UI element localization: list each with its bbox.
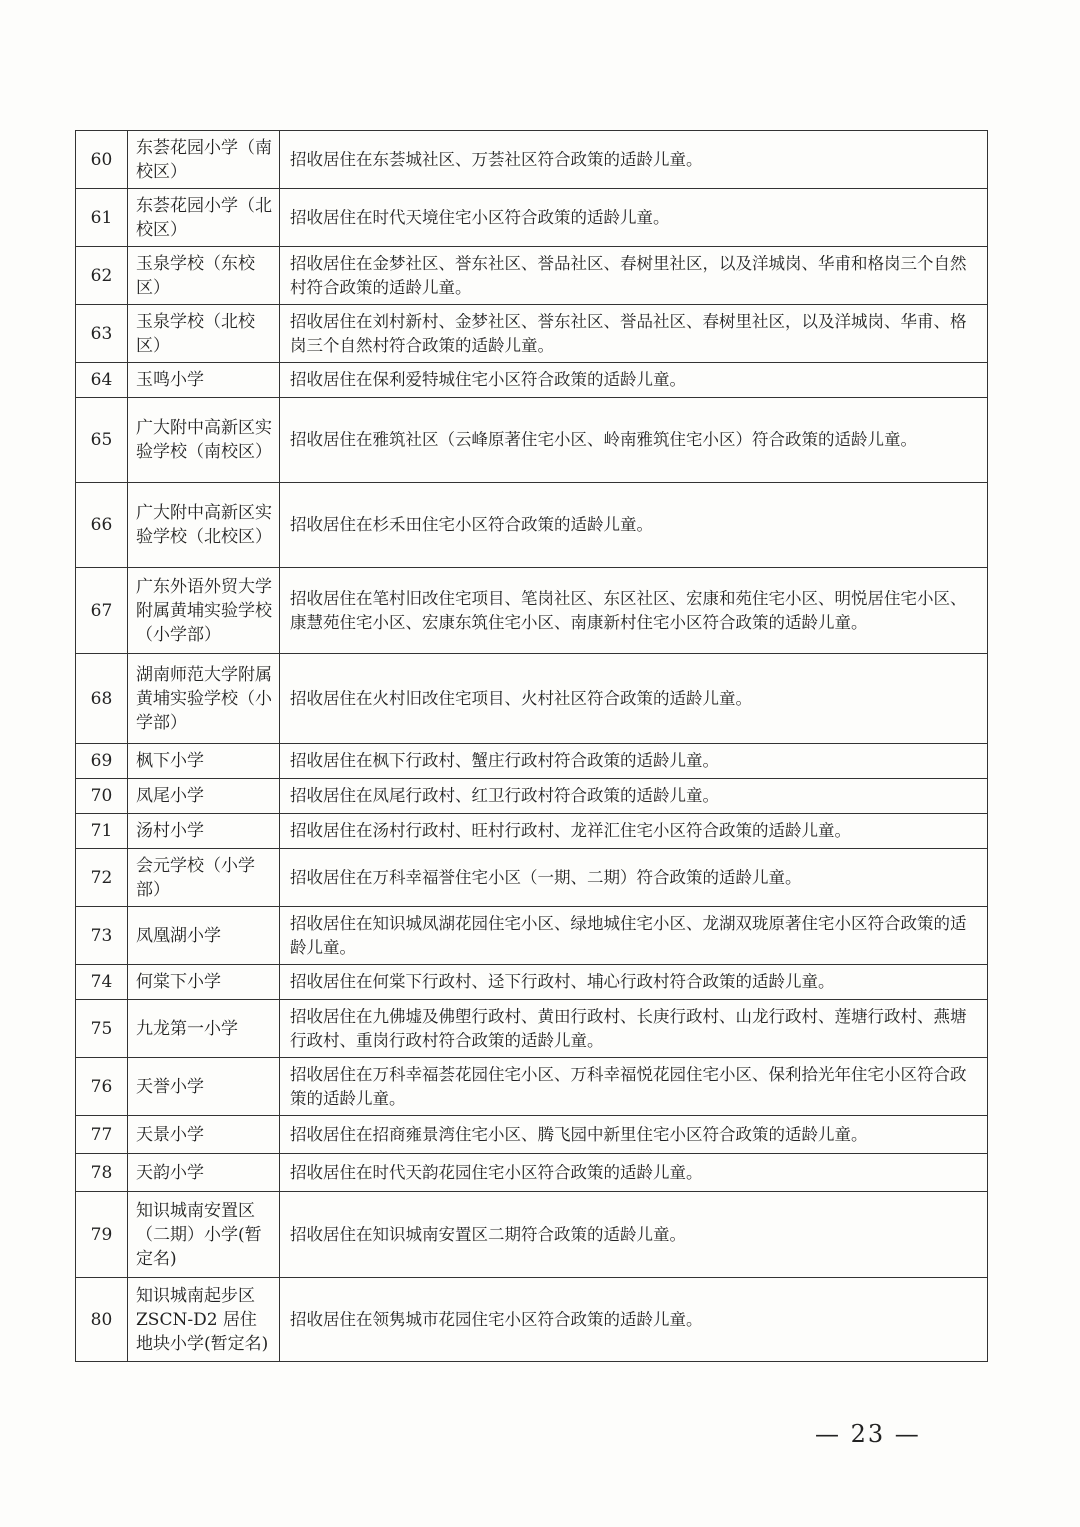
school-name: 凤尾小学 bbox=[128, 779, 280, 814]
table-row bbox=[76, 363, 988, 398]
row-number: 79 bbox=[76, 1192, 128, 1278]
table-row bbox=[76, 131, 988, 189]
school-name: 汤村小学 bbox=[128, 814, 280, 849]
school-name: 何棠下小学 bbox=[128, 965, 280, 1000]
row-number: 63 bbox=[76, 305, 128, 363]
school-name: 知识城南安置区（二期）小学(暂定名) bbox=[128, 1192, 280, 1278]
enrollment-scope: 招收居住在保利爱特城住宅小区符合政策的适龄儿童。 bbox=[280, 363, 988, 398]
enrollment-scope: 招收居住在汤村行政村、旺村行政村、龙祥汇住宅小区符合政策的适龄儿童。 bbox=[280, 814, 988, 849]
row-number: 65 bbox=[76, 398, 128, 483]
school-name: 知识城南起步区ZSCN-D2 居住地块小学(暂定名) bbox=[128, 1278, 280, 1362]
enrollment-scope: 招收居住在万科幸福誉住宅小区（一期、二期）符合政策的适龄儿童。 bbox=[280, 849, 988, 907]
school-name: 广东外语外贸大学附属黄埔实验学校（小学部） bbox=[128, 568, 280, 654]
row-number: 77 bbox=[76, 1116, 128, 1154]
school-name: 枫下小学 bbox=[128, 744, 280, 779]
school-name: 东荟花园小学（北校区） bbox=[128, 189, 280, 247]
table-row bbox=[76, 1116, 988, 1154]
school-name: 广大附中高新区实验学校（北校区） bbox=[128, 483, 280, 568]
row-number: 61 bbox=[76, 189, 128, 247]
school-name: 湖南师范大学附属黄埔实验学校（小学部） bbox=[128, 654, 280, 744]
enrollment-scope: 招收居住在时代天韵花园住宅小区符合政策的适龄儿童。 bbox=[280, 1154, 988, 1192]
table-row bbox=[76, 1154, 988, 1192]
row-number: 74 bbox=[76, 965, 128, 1000]
enrollment-scope: 招收居住在刘村新村、金梦社区、誉东社区、誉品社区、春树里社区，以及洋城岗、华甫、格岗三个自然村符合政策的适龄儿童。 bbox=[280, 305, 988, 363]
row-number: 78 bbox=[76, 1154, 128, 1192]
enrollment-scope: 招收居住在招商雍景湾住宅小区、腾飞园中新里住宅小区符合政策的适龄儿童。 bbox=[280, 1116, 988, 1154]
page-number: — 23 — bbox=[815, 1420, 921, 1448]
school-name: 广大附中高新区实验学校（南校区） bbox=[128, 398, 280, 483]
table-row bbox=[76, 247, 988, 305]
row-number: 62 bbox=[76, 247, 128, 305]
table-row bbox=[76, 779, 988, 814]
row-number: 73 bbox=[76, 907, 128, 965]
row-number: 66 bbox=[76, 483, 128, 568]
row-number: 69 bbox=[76, 744, 128, 779]
table-row bbox=[76, 305, 988, 363]
school-name: 九龙第一小学 bbox=[128, 1000, 280, 1058]
enrollment-scope: 招收居住在万科幸福荟花园住宅小区、万科幸福悦花园住宅小区、保利拾光年住宅小区符合政策的适龄儿童。 bbox=[280, 1058, 988, 1116]
table-row bbox=[76, 1058, 988, 1116]
enrollment-scope: 招收居住在杉禾田住宅小区符合政策的适龄儿童。 bbox=[280, 483, 988, 568]
enrollment-scope: 招收居住在东荟城社区、万荟社区符合政策的适龄儿童。 bbox=[280, 131, 988, 189]
row-number: 68 bbox=[76, 654, 128, 744]
row-number: 60 bbox=[76, 131, 128, 189]
school-name: 会元学校（小学部） bbox=[128, 849, 280, 907]
table-row bbox=[76, 965, 988, 1000]
table-row bbox=[76, 744, 988, 779]
enrollment-scope: 招收居住在笔村旧改住宅项目、笔岗社区、东区社区、宏康和苑住宅小区、明悦居住宅小区、康慧苑住宅小区、宏康东筑住宅小区、南康新村住宅小区符合政策的适龄儿童。 bbox=[280, 568, 988, 654]
school-name: 玉鸣小学 bbox=[128, 363, 280, 398]
table-row bbox=[76, 398, 988, 483]
enrollment-scope: 招收居住在雅筑社区（云峰原著住宅小区、岭南雅筑住宅小区）符合政策的适龄儿童。 bbox=[280, 398, 988, 483]
table-row bbox=[76, 1000, 988, 1058]
table-row bbox=[76, 654, 988, 744]
row-number: 67 bbox=[76, 568, 128, 654]
row-number: 80 bbox=[76, 1278, 128, 1362]
row-number: 76 bbox=[76, 1058, 128, 1116]
school-name: 天景小学 bbox=[128, 1116, 280, 1154]
table-row bbox=[76, 483, 988, 568]
row-number: 75 bbox=[76, 1000, 128, 1058]
enrollment-table-body bbox=[76, 131, 988, 1362]
school-name: 凤凰湖小学 bbox=[128, 907, 280, 965]
school-name: 东荟花园小学（南校区） bbox=[128, 131, 280, 189]
school-name: 天誉小学 bbox=[128, 1058, 280, 1116]
row-number: 71 bbox=[76, 814, 128, 849]
enrollment-scope: 招收居住在金梦社区、誉东社区、誉品社区、春树里社区，以及洋城岗、华甫和格岗三个自然村符合政策的适龄儿童。 bbox=[280, 247, 988, 305]
enrollment-scope: 招收居住在凤尾行政村、红卫行政村符合政策的适龄儿童。 bbox=[280, 779, 988, 814]
row-number: 64 bbox=[76, 363, 128, 398]
table-row bbox=[76, 1192, 988, 1278]
table-row bbox=[76, 814, 988, 849]
enrollment-scope: 招收居住在知识城凤湖花园住宅小区、绿地城住宅小区、龙湖双珑原著住宅小区符合政策的适龄儿童。 bbox=[280, 907, 988, 965]
table-row bbox=[76, 907, 988, 965]
row-number: 70 bbox=[76, 779, 128, 814]
row-number: 72 bbox=[76, 849, 128, 907]
enrollment-table bbox=[75, 130, 988, 1362]
table-row bbox=[76, 189, 988, 247]
table-row bbox=[76, 568, 988, 654]
enrollment-scope: 招收居住在知识城南安置区二期符合政策的适龄儿童。 bbox=[280, 1192, 988, 1278]
enrollment-scope: 招收居住在九佛墟及佛塱行政村、黄田行政村、长庚行政村、山龙行政村、莲塘行政村、燕塘行政村、重岗行政村符合政策的适龄儿童。 bbox=[280, 1000, 988, 1058]
enrollment-scope: 招收居住在领隽城市花园住宅小区符合政策的适龄儿童。 bbox=[280, 1278, 988, 1362]
enrollment-scope: 招收居住在枫下行政村、蟹庄行政村符合政策的适龄儿童。 bbox=[280, 744, 988, 779]
table-row bbox=[76, 849, 988, 907]
school-name: 玉泉学校（北校区） bbox=[128, 305, 280, 363]
table-row bbox=[76, 1278, 988, 1362]
school-name: 天韵小学 bbox=[128, 1154, 280, 1192]
enrollment-scope: 招收居住在何棠下行政村、迳下行政村、埔心行政村符合政策的适龄儿童。 bbox=[280, 965, 988, 1000]
enrollment-scope: 招收居住在火村旧改住宅项目、火村社区符合政策的适龄儿童。 bbox=[280, 654, 988, 744]
enrollment-scope: 招收居住在时代天境住宅小区符合政策的适龄儿童。 bbox=[280, 189, 988, 247]
school-name: 玉泉学校（东校区） bbox=[128, 247, 280, 305]
